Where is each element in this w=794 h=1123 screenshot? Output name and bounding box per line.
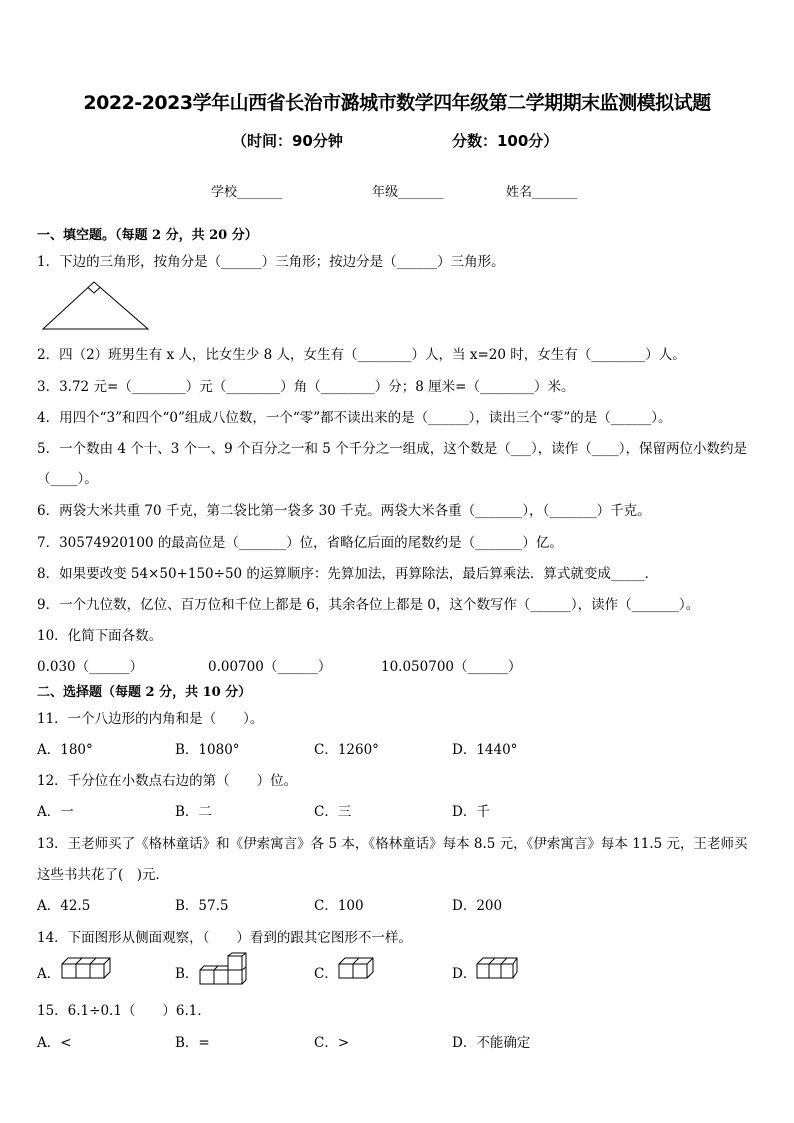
q14-option-c: C．: [314, 966, 338, 982]
question-15: 15．6.1÷0.1（ ）6.1．: [37, 1003, 211, 1019]
question-14: 14．下面图形从侧面观察，（ ）看到的跟其它图形不一样。: [37, 930, 412, 946]
section-choice: 二、选择题（每题 2 分，共 10 分）: [37, 685, 252, 700]
q14-option-b: B．: [175, 966, 199, 982]
q14-option-a: A．: [37, 966, 61, 982]
question-1: 1．下边的三角形，按角分是（______）三角形；按边分是（______）三角形。: [37, 254, 505, 270]
question-13-cont: 这些书共花了( )元．: [37, 867, 170, 883]
cube-figure-c: [337, 956, 377, 984]
q13-option-c: C．100: [314, 898, 364, 914]
grade-field: 年级_______: [372, 185, 444, 200]
q12-option-b: B．二: [175, 804, 212, 820]
question-4: 4．用四个“3”和四个“0”组成八位数，一个“零”都不读出来的是（______），读出三个“零”的是（______）。: [37, 410, 672, 426]
q11-option-a: A．180°: [37, 742, 93, 758]
q14-option-d: D．: [452, 966, 477, 982]
section-fill-in: 一、填空题。（每题 2 分，共 20 分）: [37, 228, 258, 243]
q11-option-c: C．1260°: [314, 742, 379, 758]
q13-option-b: B．57.5: [175, 898, 229, 914]
q10-item-c: 10.050700（______）: [381, 659, 522, 675]
question-5: 5．一个数由 4 个十、3 个一、9 个百分之一和 5 个千分之一组成，这个数是（___），读作（____），保留两位小数约是: [37, 441, 747, 457]
q10-item-b: 0.00700（______）: [208, 659, 332, 675]
exam-title: 2022-2023学年山西省长治市潞城市数学四年级第二学期期末监测模拟试题: [83, 92, 711, 114]
question-3: 3．3.72 元=（________）元（________）角（________）分；8 厘米=（________）米。: [37, 379, 575, 395]
school-field: 学校_______: [211, 185, 283, 200]
q13-option-d: D．200: [452, 898, 503, 914]
triangle-figure: [40, 279, 152, 333]
name-field: 姓名_______: [506, 185, 578, 200]
question-5-cont: （____）。: [37, 471, 98, 487]
cube-figure-b: [198, 952, 250, 986]
question-8: 8．如果要改变 54×50+150÷50 的运算顺序：先算加法，再算除法，最后算乘法．算式就变成_____．: [37, 566, 659, 582]
q13-option-a: A．42.5: [37, 898, 91, 914]
question-6: 6．两袋大米共重 70 千克，第二袋比第一袋多 30 千克。两袋大米各重（_______），（_______）千克。: [37, 503, 651, 519]
q11-option-b: B．1080°: [175, 742, 240, 758]
cube-figure-d: [475, 956, 519, 984]
question-7: 7．30574920100 的最高位是（_______）位，省略亿后面的尾数约是（_______）亿。: [37, 535, 563, 551]
exam-score: 分数：100分）: [452, 132, 559, 150]
question-9: 9．一个九位数，亿位、百万位和千位上都是 6，其余各位上都是 0，这个数写作（______），读作（_______）。: [37, 597, 700, 613]
q15-option-a: A．<: [37, 1035, 72, 1051]
q11-option-d: D．1440°: [452, 742, 518, 758]
exam-time: （时间：90分钟: [232, 132, 343, 150]
question-11: 11．一个八边形的内角和是（ ）。: [37, 711, 264, 727]
cube-figure-a: [60, 956, 112, 984]
q15-option-c: C．>: [314, 1035, 350, 1051]
q15-option-b: B．=: [175, 1035, 210, 1051]
question-2: 2．四（2）班男生有 x 人，比女生少 8 人，女生有（________）人，当 x=20 时，女生有（________）人。: [37, 347, 686, 363]
question-13: 13．王老师买了《格林童话》和《伊索寓言》各 5 本，《格林童话》每本 8.5 元，《伊索寓言》每本 11.5 元，王老师买: [37, 836, 748, 852]
question-10: 10．化简下面各数。: [37, 628, 163, 644]
question-12: 12．千分位在小数点右边的第（ ）位。: [37, 773, 298, 789]
q12-option-c: C．三: [314, 804, 352, 820]
q15-option-d: D．不能确定: [452, 1035, 531, 1051]
q10-item-a: 0.030（______）: [37, 659, 144, 675]
q12-option-a: A．一: [37, 804, 74, 820]
q12-option-d: D．千: [452, 804, 490, 820]
